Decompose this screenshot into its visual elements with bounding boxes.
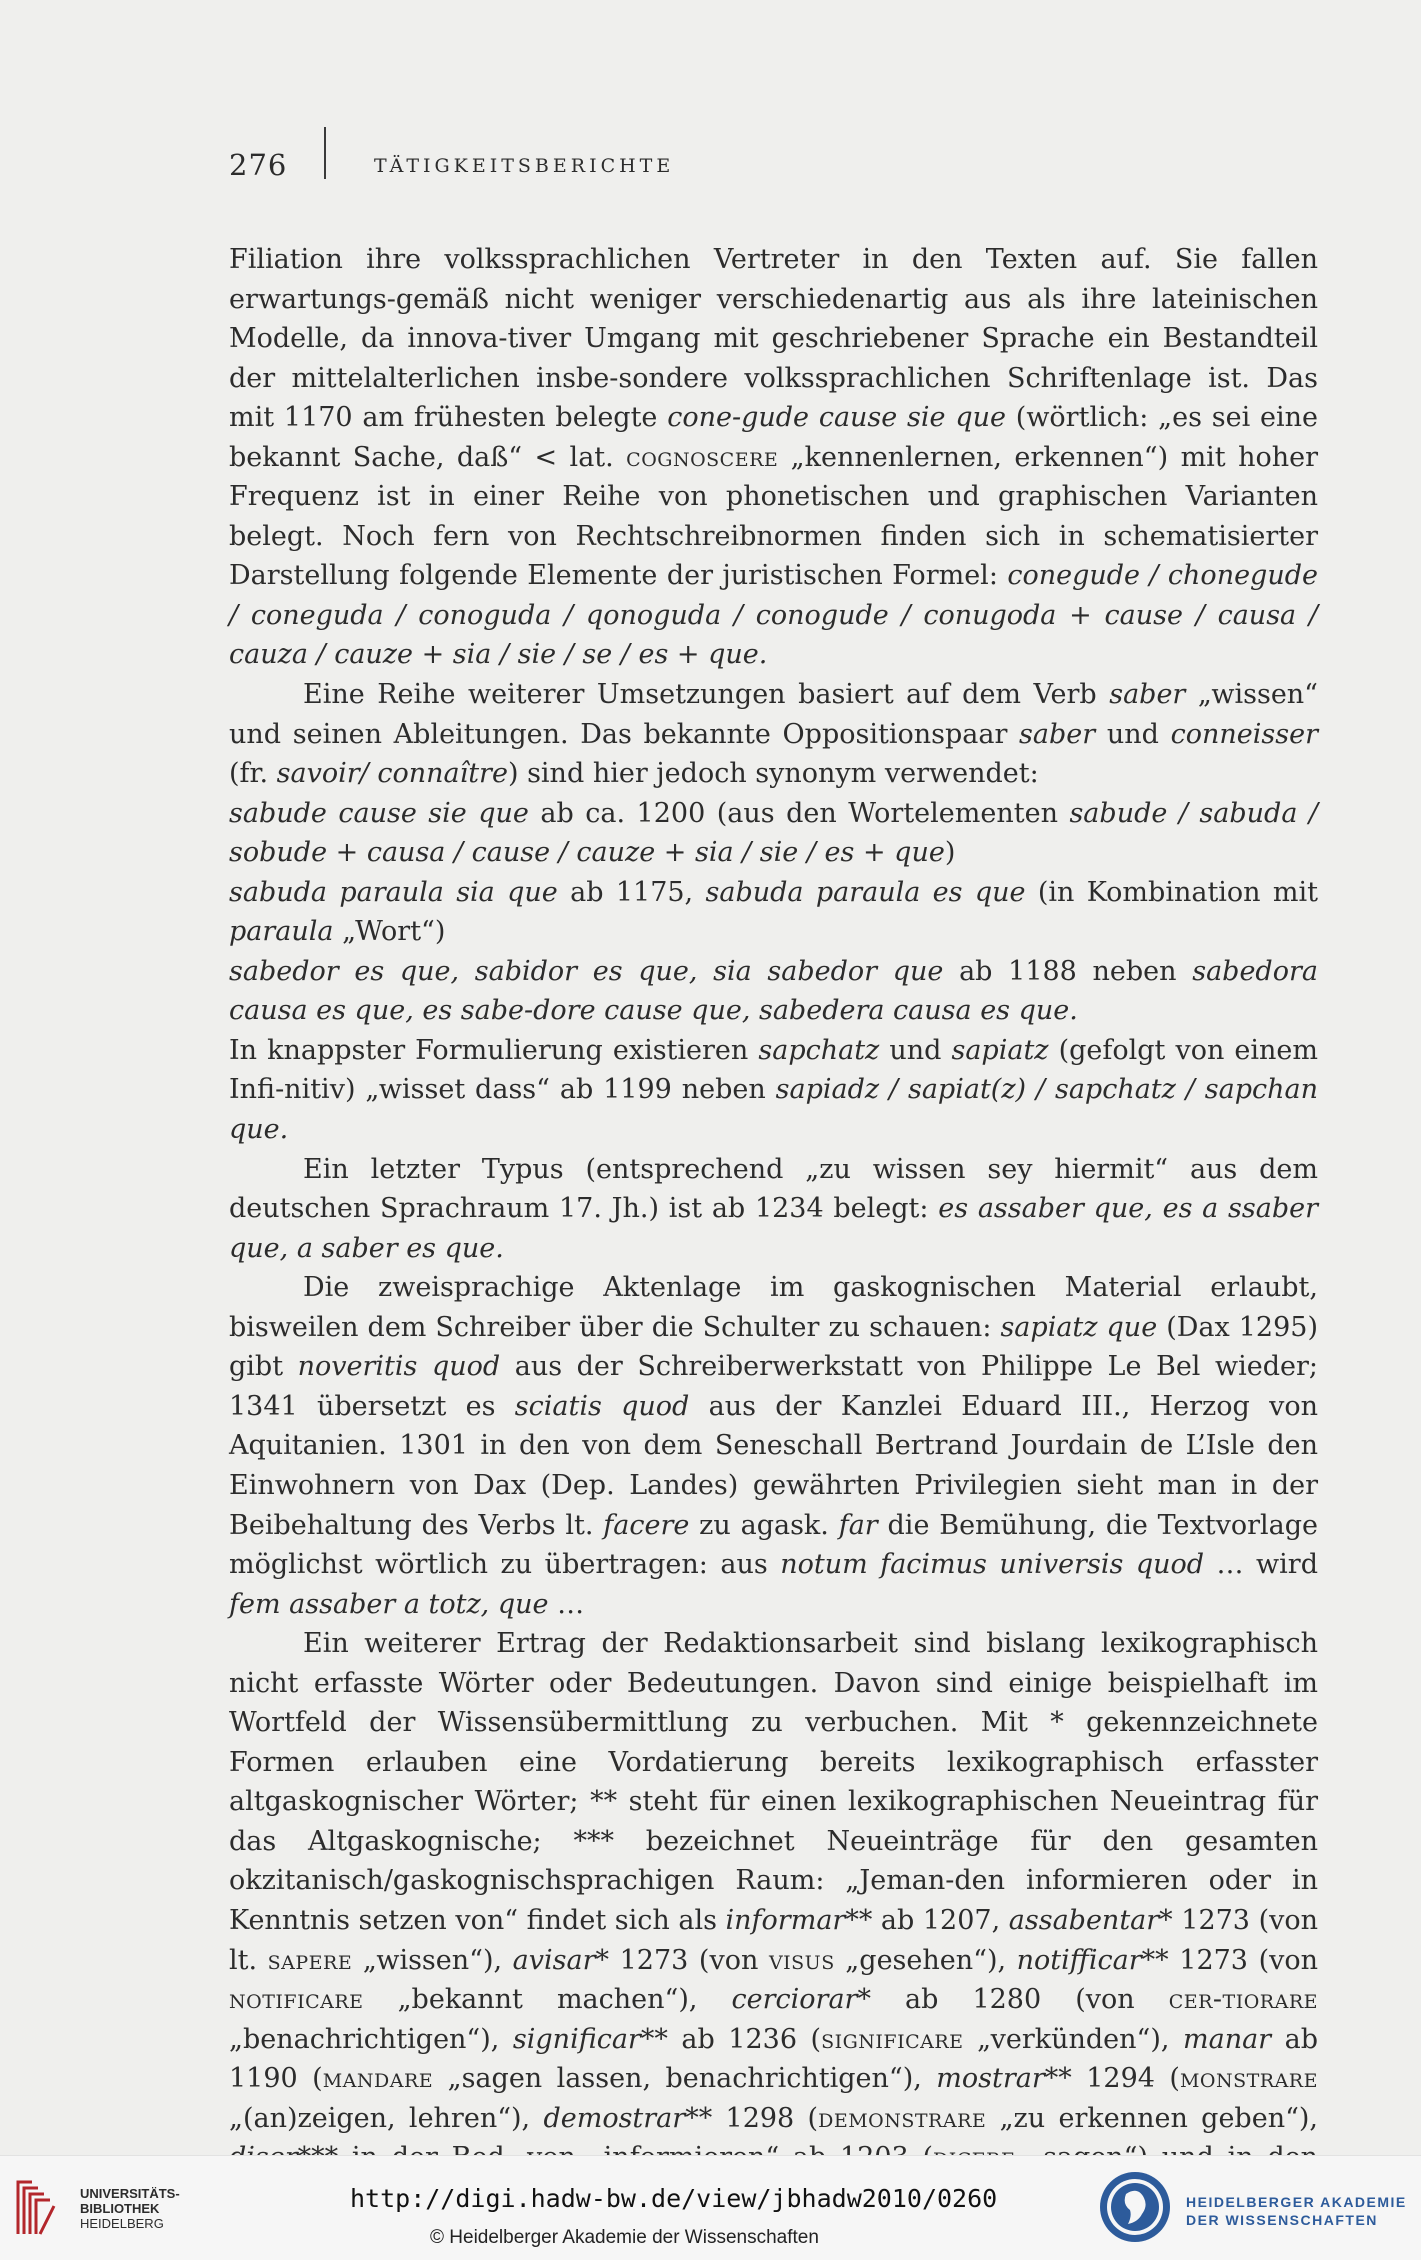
italic-term: fem assaber a totz, que bbox=[229, 1588, 549, 1620]
text-run: „kennenlernen, erkennen“) mit hoher Frequenz ist in einer Reihe von phonetischen und graphischen Varianten belegt. Noch fern von Rechtschreibnormen finden sich in schematisierter Darstellung folgende Elemente der juristischen Formel: bbox=[229, 441, 1318, 592]
paragraph bbox=[229, 1031, 1318, 1150]
body-text bbox=[229, 240, 1318, 2217]
italic-term: noveritis quod bbox=[297, 1351, 501, 1383]
text-run: 1298 ( bbox=[712, 2102, 819, 2134]
text-run: … wird bbox=[1204, 1549, 1318, 1581]
text-run: „benachrichtigen“), bbox=[229, 2023, 513, 2055]
text-run: ab 1207, bbox=[872, 1904, 1009, 1936]
paragraph bbox=[229, 1624, 1318, 2217]
italic-term: sapiatz que bbox=[1000, 1311, 1158, 1343]
text-run: und bbox=[879, 1034, 952, 1066]
text-run: und bbox=[1095, 718, 1171, 750]
italic-term: notifficar** bbox=[1016, 1944, 1169, 1976]
text-run: ab ca. 1200 (aus den Wortelementen bbox=[528, 797, 1070, 829]
italic-term: sapchatz bbox=[758, 1034, 880, 1066]
viewer-footer bbox=[0, 2155, 1421, 2260]
italic-term: significar** bbox=[512, 2023, 668, 2055]
paragraph bbox=[229, 240, 1318, 675]
section-title: TÄTIGKEITSBERICHTE bbox=[374, 155, 675, 177]
latin-etymon: significare bbox=[821, 2023, 964, 2055]
text-run: „verkünden“), bbox=[963, 2023, 1183, 2055]
latin-etymon: demonstrare bbox=[818, 2102, 987, 2134]
paragraph bbox=[229, 1150, 1318, 1269]
text-run: „gesehen“), bbox=[834, 1944, 1017, 1976]
text-run: ab 1190 ( bbox=[229, 2023, 1319, 2095]
text-run: ab 1175, bbox=[557, 876, 706, 908]
example-line bbox=[229, 794, 1318, 873]
text-run: „wissen“ und seinen Ableitungen. Das bekannte Oppositionspaar bbox=[229, 679, 1318, 750]
text-run: „wissen“), bbox=[352, 1944, 513, 1976]
ub-heidelberg-logo[interactable] bbox=[14, 2176, 58, 2240]
latin-etymon: cer-tiorare bbox=[1168, 1984, 1318, 2016]
text-run: Eine Reihe weiterer Umsetzungen basiert auf dem Verb bbox=[303, 679, 1110, 711]
text-run: Filiation ihre volkssprachlichen Vertreter in den Texten auf. Sie fallen erwartungs-gemäß nicht weniger verschiedenartig aus als ihre lateinischen Modelle, da innova-tiver Umgang mit geschriebener Sprache ein Bestandteil der mittelalterlichen insbe-sondere volkssprachlichen Schriftenlage ist. Das mit 1170 am frühesten belegte bbox=[229, 244, 1318, 434]
italic-term: savoir/ connaître bbox=[276, 758, 508, 790]
text-run: (fr. bbox=[229, 758, 277, 790]
text-run: 1273 (von lt. bbox=[229, 1904, 1318, 1976]
text-run: Ein letzter Typus (entsprechend „zu wissen sey hiermit“ aus dem deutschen Sprachraum 17. Jh.) ist ab 1234 belegt: bbox=[229, 1153, 1318, 1225]
latin-etymon: mandare bbox=[322, 2063, 434, 2095]
text-run: die Bemühung, die Textvorlage möglichst wörtlich zu übertragen: aus bbox=[229, 1509, 1319, 1581]
paragraph bbox=[229, 1268, 1318, 1624]
italic-term: far bbox=[838, 1509, 878, 1541]
paragraph bbox=[229, 675, 1318, 794]
text-run: (Dax 1295) gibt bbox=[229, 1311, 1318, 1383]
latin-etymon: sapere bbox=[267, 1944, 353, 1976]
italic-term: facere bbox=[603, 1509, 690, 1541]
example-line bbox=[229, 873, 1318, 952]
text-run: aus der Kanzlei Eduard III., Herzog von Aquitanien. 1301 in den von dem Seneschall Bertrand Jourdain de L’Isle den Einwohnern von Dax (Dep. Landes) gewährten Privilegien sieht man in der Beibehaltung des Verbs lt. bbox=[229, 1390, 1318, 1541]
text-run: (gefolgt von einem Infi-nitiv) „wisset dass“ ab 1199 neben bbox=[229, 1034, 1318, 1106]
italic-term: conneisser bbox=[1170, 718, 1318, 750]
text-run: ab 1236 ( bbox=[667, 2023, 822, 2055]
italic-term: sapiatz bbox=[951, 1034, 1049, 1066]
text-run: (wörtlich: „es sei eine bekannt Sache, daß“ < lat. bbox=[229, 402, 1318, 473]
text-run: In knappster Formulierung existieren bbox=[229, 1034, 759, 1066]
copyright-notice: © Heidelberger Akademie der Wissenschaften bbox=[430, 2227, 819, 2248]
page-number: 276 bbox=[229, 148, 288, 182]
text-run: 1273 (von bbox=[609, 1944, 769, 1976]
text-run: Ein weiterer Ertrag der Redaktionsarbeit sind bislang lexikographisch nicht erfasste Wörter oder Bedeutungen. Davon sind einige beispielhaft im Wortfeld der Wissensübermittlung zu verbuchen. Mit * gekennzeichnete Formen erlauben eine Vordatierung bereits lexikographisch erfasster altgaskognischer Wörter; ** steht für einen lexikographischen Neueintrag für das Altgaskognische; *** bezeichnet Neueinträge für den gesamten okzitanisch/gaskognischsprachigen Raum: „Jeman-den informieren oder in Kenntnis setzen von“ findet sich als bbox=[229, 1628, 1318, 1936]
italic-term: cerciorar* bbox=[731, 1984, 871, 2016]
italic-term: sabuda paraula sia que bbox=[229, 876, 558, 908]
text-run: „zu erkennen geben“), bbox=[986, 2102, 1318, 2134]
italic-term: demostrar** bbox=[543, 2102, 713, 2134]
permalink-url[interactable]: http://digi.hadw-bw.de/view/jbhadw2010/0260 bbox=[350, 2184, 998, 2213]
text-run: zu agask. bbox=[689, 1509, 839, 1541]
text-run: ab 1280 (von bbox=[870, 1984, 1169, 2016]
latin-etymon: cognoscere bbox=[626, 441, 779, 473]
italic-term: cone-gude cause sie que bbox=[667, 402, 1006, 434]
italic-term: sapiadz / sapiat(z) / sapchatz / sapchan que. bbox=[229, 1074, 1318, 1146]
italic-term: informar** bbox=[725, 1904, 873, 1936]
running-head bbox=[229, 145, 675, 185]
italic-term: saber bbox=[1109, 679, 1186, 711]
latin-etymon: visus bbox=[768, 1944, 835, 1976]
header-divider bbox=[324, 127, 326, 179]
academy-seal-icon[interactable] bbox=[1098, 2170, 1172, 2244]
italic-term: sabedora causa es que, es sabe-dore cause que, sabedera causa es que. bbox=[229, 955, 1318, 1027]
italic-term: avisar* bbox=[512, 1944, 610, 1976]
italic-term: es assaber que, es a ssaber que, a saber es que. bbox=[229, 1193, 1318, 1264]
text-run: aus der Schreiberwerkstatt von Philippe Le Bel wieder; 1341 übersetzt es bbox=[229, 1351, 1318, 1422]
italic-term: paraula bbox=[229, 916, 334, 948]
italic-term: conegude / chonegude / coneguda / conoguda / qonoguda / conogude / conugoda + cause / causa / cauza / cauze + sia / sie / se / es + que. bbox=[229, 560, 1318, 671]
text-run: „bekannt machen“), bbox=[363, 1984, 732, 2016]
italic-term: mostrar** bbox=[936, 2063, 1072, 2095]
text-run: 1273 (von bbox=[1168, 1944, 1318, 1976]
text-run: ab 1188 neben bbox=[943, 955, 1193, 987]
library-name: UNIVERSITÄTS- BIBLIOTHEK HEIDELBERG bbox=[80, 2186, 180, 2231]
latin-etymon: monstrare bbox=[1179, 2063, 1318, 2095]
italic-term: sabuda paraula es que bbox=[705, 876, 1026, 908]
text-run: … bbox=[548, 1588, 585, 1620]
italic-term: notum facimus universis quod bbox=[780, 1549, 1205, 1581]
latin-etymon: notificare bbox=[229, 1984, 364, 2016]
italic-term: manar bbox=[1183, 2023, 1272, 2055]
text-run: „Wort“) bbox=[333, 916, 446, 948]
text-run: ) bbox=[944, 837, 956, 869]
italic-term: saber bbox=[1019, 718, 1096, 750]
text-run: (in Kombination mit bbox=[1025, 876, 1318, 908]
italic-term: assabentar* bbox=[1008, 1904, 1173, 1936]
text-run: ) sind hier jedoch synonym verwendet: bbox=[507, 758, 1039, 790]
academy-name: HEIDELBERGER AKADEMIE DER WISSENSCHAFTEN bbox=[1186, 2194, 1407, 2228]
example-line bbox=[229, 952, 1318, 1031]
italic-term: sabude cause sie que bbox=[229, 797, 529, 829]
italic-term: sabedor es que, sabidor es que, sia sabedor que bbox=[229, 955, 944, 987]
text-run: „(an)zeigen, lehren“), bbox=[229, 2102, 544, 2134]
italic-term: sciatis quod bbox=[514, 1390, 690, 1422]
text-run: „sagen lassen, benachrichtigen“), bbox=[433, 2063, 937, 2095]
text-run: Die zweisprachige Aktenlage im gaskognischen Material erlaubt, bisweilen dem Schreiber über die Schulter zu schauen: bbox=[229, 1272, 1318, 1343]
text-run: 1294 ( bbox=[1071, 2063, 1180, 2095]
italic-term: sabude / sabuda / sobude + causa / cause / cauze + sia / sie / es + que bbox=[229, 797, 1318, 869]
